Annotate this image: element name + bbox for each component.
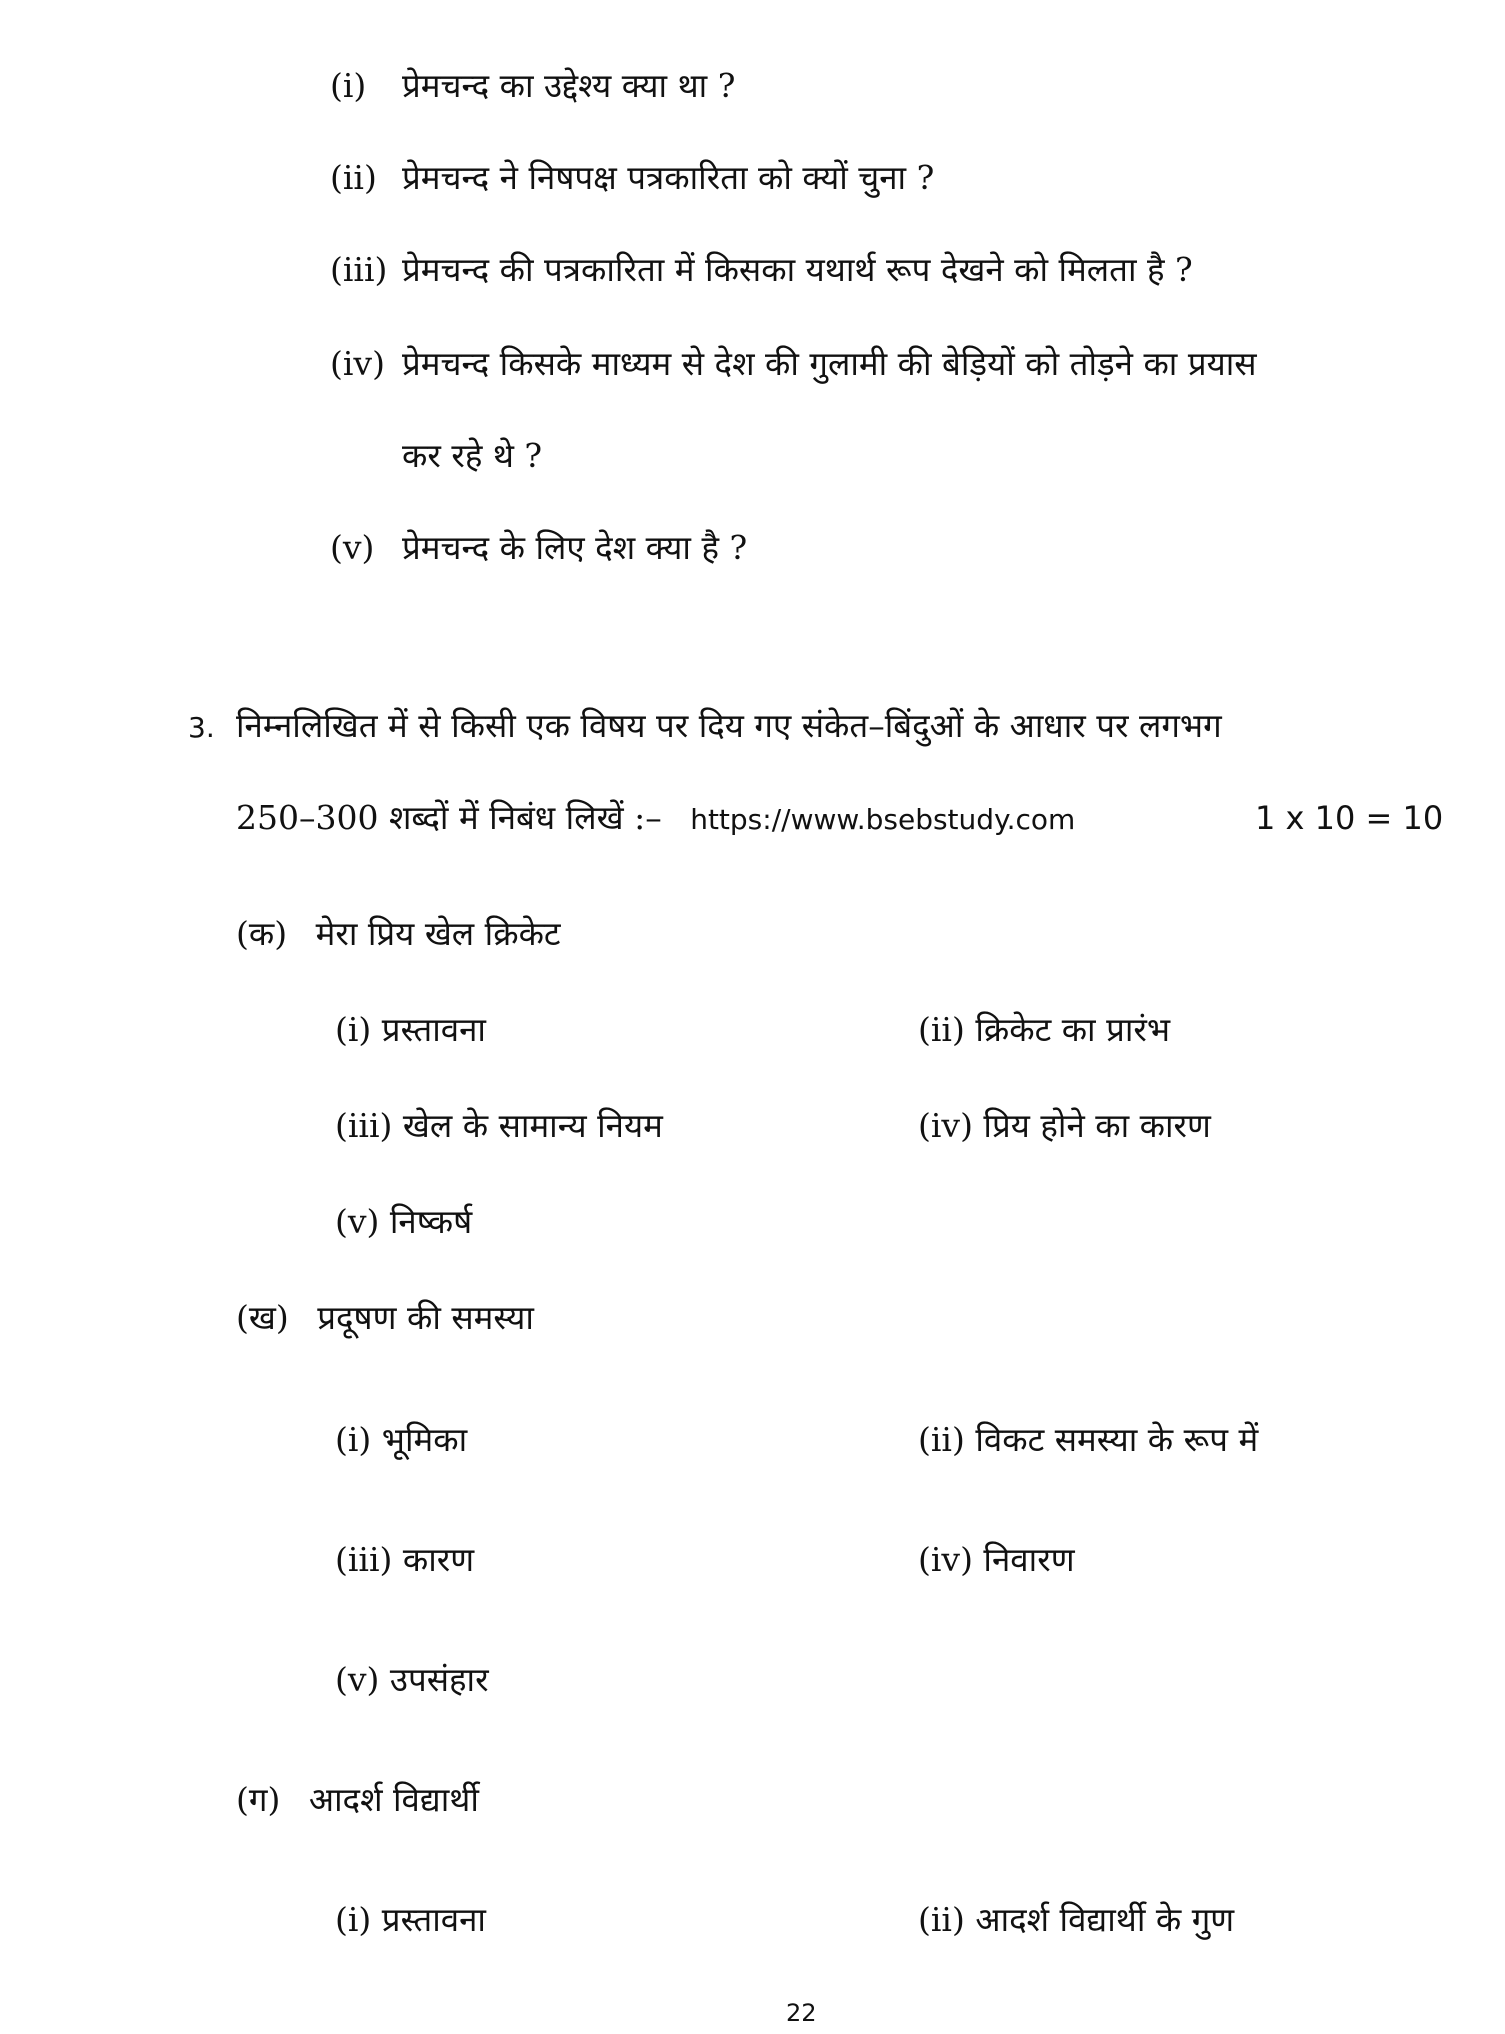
- question-ii: [330, 156, 934, 200]
- question-number: (iii): [330, 250, 388, 289]
- question-text: प्रेमचन्द ने निषपक्ष पत्रकारिता को क्यों चुना ?: [402, 158, 935, 197]
- section-instruction-line1: निम्नलिखित में से किसी एक विषय पर दिय गए संकेत–बिंदुओं के आधार पर लगभग: [236, 706, 1222, 745]
- question-text: प्रेमचन्द का उद्देश्य क्या था ?: [402, 66, 736, 105]
- point: (ii) क्रिकेट का प्रारंभ: [918, 1010, 1171, 1049]
- page-number: 22: [786, 1999, 817, 2027]
- topic-label: (क): [236, 914, 288, 953]
- marks-formula: 1 x 10 = 10: [1255, 799, 1444, 837]
- point: (iii) खेल के सामान्य नियम: [335, 1106, 663, 1145]
- topic-label: (ग): [236, 1780, 281, 1819]
- point: (i) भूमिका: [335, 1420, 468, 1459]
- question-iii: [330, 248, 1193, 292]
- question-text: प्रेमचन्द के लिए देश क्या है ?: [402, 528, 748, 567]
- topic-title: प्रदूषण की समस्या: [317, 1298, 534, 1337]
- topic-label: (ख): [236, 1298, 289, 1337]
- topic-kha: [236, 1296, 534, 1340]
- point: (ii) आदर्श विद्यार्थी के गुण: [918, 1900, 1235, 1939]
- question-text: प्रेमचन्द किसके माध्यम से देश की गुलामी की बेड़ियों को तोड़ने का प्रयास: [402, 344, 1257, 383]
- question-number: (ii): [330, 158, 377, 197]
- point: (iv) प्रिय होने का कारण: [918, 1106, 1211, 1145]
- point: (i) प्रस्तावना: [335, 1010, 486, 1049]
- topic-ka: [236, 912, 561, 956]
- question-iv-continuation: कर रहे थे ?: [402, 436, 543, 475]
- question-iv: [330, 342, 1257, 386]
- question-number: (v): [330, 528, 375, 567]
- point: (v) निष्कर्ष: [335, 1202, 473, 1241]
- question-number: (i): [330, 66, 367, 105]
- point: (ii) विकट समस्या के रूप में: [918, 1420, 1259, 1459]
- point: (iii) कारण: [335, 1540, 475, 1579]
- question-number: (iv): [330, 344, 385, 383]
- section-number: 3.: [188, 711, 215, 744]
- topic-title: आदर्श विद्यार्थी: [308, 1780, 479, 1819]
- question-i: [330, 64, 735, 108]
- section-instruction-line2: [236, 796, 1075, 842]
- topic-title: मेरा प्रिय खेल क्रिकेट: [315, 914, 561, 953]
- point: (v) उपसंहार: [335, 1660, 489, 1699]
- question-text: प्रेमचन्द की पत्रकारिता में किसका यथार्थ रूप देखने को मिलता है ?: [402, 250, 1193, 289]
- point: (i) प्रस्तावना: [335, 1900, 486, 1939]
- question-v: [330, 526, 747, 570]
- point: (iv) निवारण: [918, 1540, 1075, 1579]
- source-url: https://www.bsebstudy.com: [690, 803, 1076, 836]
- topic-ga: [236, 1778, 479, 1822]
- word-limit-text: 250–300 शब्दों में निबंध लिखें :–: [236, 798, 662, 837]
